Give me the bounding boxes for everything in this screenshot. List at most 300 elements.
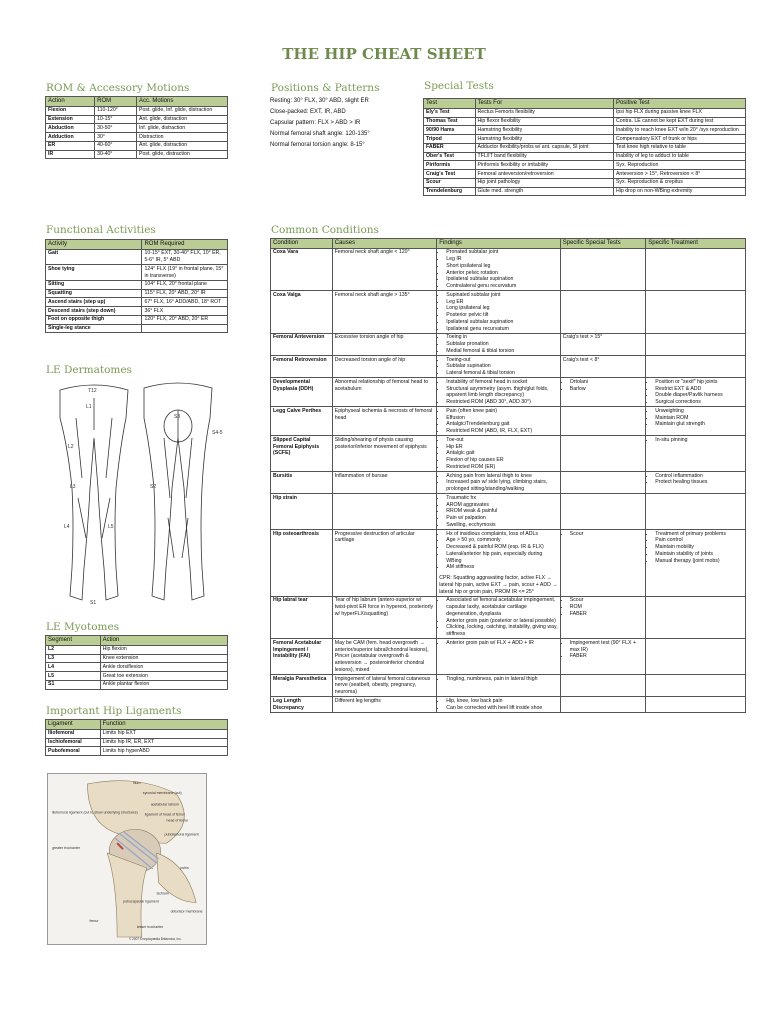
anatomy-label: ligament of head of femur (144, 812, 186, 817)
bullet-list (648, 473, 743, 487)
list-item: • Ortolani (570, 379, 644, 386)
condition-tests (560, 697, 646, 713)
table-cell: L4 (46, 663, 101, 672)
condition-name: Femoral Acetabular Impingement / Instability (FAI) (271, 639, 333, 675)
list-item: • Toeing-out (446, 357, 558, 364)
condition-note: CPR: Squatting aggravating factor, active FLX → lateral hip pain, active EXT → pain, scour + ADD → lateral hip or groin pain, PROM IR <= 25° (439, 575, 558, 595)
condition-causes (332, 494, 437, 530)
position-line: Normal femoral torsion angle: 8-15° (270, 142, 365, 148)
anatomy-label: acetabular labrum (150, 802, 180, 807)
list-item: • Restricted ROM (ER) (446, 464, 558, 471)
condition-treatment (646, 333, 746, 355)
dermatome-label: T12 (88, 388, 97, 394)
table-cell: 110-120° (95, 106, 137, 115)
table-cell: 120° FLX, 20° ABD, 20° ER (142, 315, 228, 324)
condition-row (271, 697, 746, 713)
table-cell: Ober's Test (424, 152, 476, 161)
column-header: Segment (46, 636, 101, 646)
table-row (46, 747, 228, 756)
table-row (46, 654, 228, 663)
bullet-list (439, 531, 558, 572)
conditions-table (270, 238, 746, 713)
table-cell: Adductor flexibility/probs w/ ant. capsule, SI joint (475, 143, 613, 152)
table-cell: Descend stairs (step down) (46, 307, 142, 316)
column-header: Ligament (46, 720, 101, 730)
condition-name: Hip strain (271, 494, 333, 530)
table-row (424, 117, 746, 126)
table-row (46, 738, 228, 747)
table-cell: 36° FLX (142, 307, 228, 316)
column-header: Activity (46, 240, 142, 250)
table-row (46, 249, 228, 265)
condition-treatment (646, 639, 746, 675)
table-row (424, 126, 746, 135)
bullet-list (648, 379, 743, 406)
table-row (424, 152, 746, 161)
condition-tests (560, 378, 646, 407)
table-cell: Ankle plantar flexion (100, 680, 227, 689)
condition-tests (560, 291, 646, 334)
table-cell: Ant. glide, distraction (136, 115, 227, 124)
column-header: ROM Required (142, 240, 228, 250)
list-item: • Pain control (655, 537, 743, 544)
positions-heading: Positions & Patterns (271, 82, 380, 94)
table-cell: 10-15° EXT, 30-40° FLX, 10° ER, 5-6° IR, 5° ABD (142, 249, 228, 265)
condition-treatment (646, 697, 746, 713)
table-row (46, 298, 228, 307)
condition-tests (560, 248, 646, 291)
condition-treatment (646, 596, 746, 639)
condition-row (271, 407, 746, 436)
list-item: • Hip ER (446, 444, 558, 451)
column-header: Tests For (475, 99, 613, 109)
list-item: • Restricted ROM (ABD, IR, FLX, EXT) (446, 428, 558, 435)
condition-treatment (646, 407, 746, 436)
list-item: • Double diaper/Pavlik harness (655, 392, 743, 399)
condition-row (271, 333, 746, 355)
dermatome-label: S2 (150, 484, 157, 490)
table-cell: 124° FLX (19° in frontal plane, 15° in transverse) (142, 265, 228, 281)
anatomy-label: ischium (156, 891, 169, 896)
table-cell: Femoral anteversion/retroversion (475, 170, 613, 179)
column-header: Acc. Motions (136, 97, 227, 107)
list-item: • RROM weak & painful (446, 508, 558, 515)
table-cell: ER (46, 141, 95, 150)
bullet-list (439, 379, 558, 406)
condition-treatment (646, 356, 746, 378)
bullet-list (439, 437, 558, 471)
bullet-list (439, 676, 558, 683)
list-item: • Tingling, numbness, pain in lateral thigh (446, 676, 558, 683)
table-cell: Shoe tying (46, 265, 142, 281)
list-item: • Scour (570, 531, 644, 538)
condition-findings (437, 333, 561, 355)
list-item: • Traumatic hx (446, 495, 558, 502)
table-cell: Tripod (424, 135, 476, 144)
condition-treatment (646, 248, 746, 291)
table-cell: Limits hip EXT (100, 729, 227, 738)
table-cell: IR (46, 150, 95, 159)
list-item: • Pain (often knee pain) (446, 408, 558, 415)
dermatome-figure (46, 378, 228, 610)
list-item: • Subtalar pronation (446, 341, 558, 348)
list-item: • Impingement test (90° FLX + max IR) (570, 640, 644, 654)
functional-heading: Functional Activities (46, 224, 156, 236)
condition-findings (437, 407, 561, 436)
condition-row (271, 248, 746, 291)
table-row (424, 143, 746, 152)
condition-treatment (646, 472, 746, 494)
table-cell: Distraction (136, 133, 227, 142)
list-item: • Control inflammation (655, 473, 743, 480)
table-cell: Inf. glide, distraction (136, 124, 227, 133)
table-cell: Glute med. strength (475, 187, 613, 196)
list-item: • Posterior pelvic tilt (446, 312, 558, 319)
condition-name: Hip osteoarthrosis (271, 530, 333, 597)
table-cell: Ant. glide, distraction (136, 141, 227, 150)
bullet-list (648, 408, 743, 428)
condition-name: Coxa Valga (271, 291, 333, 334)
condition-tests (560, 675, 646, 697)
tests-plain: Craig's test > 15° (562, 334, 603, 341)
table-cell: Ischiofemoral (46, 738, 101, 747)
dermatome-label: L3 (70, 484, 76, 490)
bullet-list (563, 640, 644, 660)
condition-treatment (646, 675, 746, 697)
anatomy-label: pubis (180, 865, 189, 870)
anatomy-label: pubofemoral ligament (164, 832, 199, 837)
table-cell: Hip flexor flexibility (475, 117, 613, 126)
condition-tests (560, 333, 646, 355)
condition-findings (437, 675, 561, 697)
table-cell: FABER (424, 143, 476, 152)
table-cell: Test knee high relative to table (613, 143, 745, 152)
position-line: Resting: 30° FLX, 30° ABD, slight ER (270, 98, 369, 104)
list-item: • FABER (570, 611, 644, 618)
anatomy-label: Ilium (132, 780, 141, 785)
table-cell: 115° FLX, 20° ABD, 20° IR (142, 289, 228, 298)
list-item: • Pain w/ palpation (446, 515, 558, 522)
condition-findings (437, 378, 561, 407)
list-item: • Medial femoral & tibial torsion (446, 348, 558, 355)
table-cell: S1 (46, 680, 101, 689)
table-row (46, 115, 228, 124)
table-cell: Pubofemoral (46, 747, 101, 756)
column-header: Findings (437, 239, 561, 249)
list-item: • Lateral/anterior hip pain, especially during WBing (446, 551, 558, 565)
table-cell: Ely's Test (424, 108, 476, 117)
table-cell: Extension (46, 115, 95, 124)
ligaments-heading: Important Hip Ligaments (46, 705, 182, 717)
column-header: Test (424, 99, 476, 109)
list-item: • Anterior groin pain (posterior or lateral possible) (446, 618, 558, 625)
condition-findings (437, 436, 561, 472)
list-item: • AM stiffness (446, 564, 558, 571)
condition-causes: Progressive destruction of articular cartilage (332, 530, 437, 597)
table-cell: Flexion (46, 106, 95, 115)
table-cell: L3 (46, 654, 101, 663)
table-cell: 10-15° (95, 115, 137, 124)
table-cell: Sitting (46, 280, 142, 289)
table-cell: Rectus Femoris flexibility (475, 108, 613, 117)
functional-table (45, 239, 228, 333)
positions-list (270, 96, 370, 151)
table-cell: 40-60° (95, 141, 137, 150)
bullet-list (648, 531, 743, 565)
condition-row (271, 675, 746, 697)
table-cell: Inability of leg to adduct to table (613, 152, 745, 161)
column-header: Function (100, 720, 227, 730)
table-cell: 90/90 Hams (424, 126, 476, 135)
table-row (424, 108, 746, 117)
list-item: • Lateral femoral & tibial torsion (446, 370, 558, 377)
list-item: • Maintain mobility (655, 544, 743, 551)
table-cell: L5 (46, 672, 101, 681)
list-item: • ROM (570, 604, 644, 611)
position-line: Capsular pattern: FLX > ABD > IR (270, 120, 361, 126)
list-item: • Protect healing tissues (655, 479, 743, 486)
table-row (46, 315, 228, 324)
condition-name: Legg Calve Perthes (271, 407, 333, 436)
list-item: • Scour (570, 597, 644, 604)
bullet-list (439, 495, 558, 529)
dermatome-label: L4 (64, 524, 70, 530)
table-cell: Hip drop on non-WBing extremity (613, 187, 745, 196)
column-header: ROM (95, 97, 137, 107)
table-cell: Ipsi hip FLX during passive knee FLX (613, 108, 745, 117)
table-cell: Scour (424, 178, 476, 187)
anatomy-label: lesser trochanter (136, 925, 164, 930)
list-item: • Hip, knee, low back pain (446, 698, 558, 705)
table-cell: 67° FLX, 16° ADD/ABD, 18° ROT (142, 298, 228, 307)
condition-findings (437, 356, 561, 378)
condition-findings (437, 248, 561, 291)
table-row (46, 729, 228, 738)
table-row (46, 265, 228, 281)
table-row (424, 178, 746, 187)
table-cell: Compensatory EXT of trunk or hips (613, 135, 745, 144)
list-item: • Antalgic/Trendelenburg gait (446, 421, 558, 428)
condition-tests (560, 639, 646, 675)
table-cell: 30-40° (95, 150, 137, 159)
anatomy-label: © 2007 Encyclopædia Britannica, Inc. (128, 936, 182, 941)
anatomy-label: head of femur (166, 818, 189, 823)
dermatomes-heading: LE Dermatomes (46, 364, 132, 376)
dermatome-label: L1 (86, 404, 92, 410)
list-item: • Instability of femoral head in socket (446, 379, 558, 386)
table-row (46, 106, 228, 115)
table-row (46, 307, 228, 316)
table-cell: Contra. LE cannot be kept EXT during test (613, 117, 745, 126)
anatomy-label: pubocapsular ligament (123, 899, 159, 904)
condition-findings (437, 596, 561, 639)
condition-causes: May be CAM (fem. head overgrowth → anterior/superior labral/chondral lesions), Pincer (acetabular overgrowth & anteversion → posteroinferior chondral lesions), mixed (332, 639, 437, 675)
condition-tests (560, 596, 646, 639)
condition-treatment (646, 530, 746, 597)
bullet-list (648, 437, 743, 444)
dermatome-label: L5 (108, 524, 114, 530)
condition-causes: Impingement of lateral femoral cutaneous nerve (seatbelt, obesity, pregnancy, neuroma) (332, 675, 437, 697)
special-tests-heading: Special Tests (424, 80, 494, 92)
list-item: • Long ipsilateral leg (446, 305, 558, 312)
rom-heading: ROM & Accessory Motions (46, 82, 190, 94)
column-header: Action (100, 636, 227, 646)
list-item: • Age > 50 yo, commonly (446, 537, 558, 544)
list-item: • Ipsilateral subtalar supination (446, 319, 558, 326)
list-item: • Supinated subtalar joint (446, 292, 558, 299)
list-item: • Decreased & painful ROM (esp. IR & FLX) (446, 544, 558, 551)
list-item: • Associated w/ femoral acetabular impingement, capsular laxity, acetabular cartilage degeneration, dysplasia (446, 597, 558, 617)
column-header: Causes (332, 239, 437, 249)
list-item: • FABER (570, 653, 644, 660)
tests-plain: Craig's test < 8° (562, 356, 600, 363)
list-item: • Restrict EXT & ADD (655, 386, 743, 393)
condition-treatment (646, 436, 746, 472)
table-row (46, 680, 228, 689)
condition-findings (437, 639, 561, 675)
condition-findings (437, 494, 561, 530)
condition-causes: Abnormal relationship of femoral head to acetabulum (332, 378, 437, 407)
condition-causes: Femoral neck shaft angle > 135° (332, 291, 437, 334)
table-cell: Limits hip hyperABD (100, 747, 227, 756)
condition-row (271, 639, 746, 675)
list-item: • Maintain glut strength (655, 421, 743, 428)
condition-findings (437, 530, 561, 597)
myotomes-heading: LE Myotomes (46, 621, 120, 633)
list-item: • Contralateral genu recurvatum (446, 283, 558, 290)
condition-causes: Decreased torsion angle of hip (332, 356, 437, 378)
condition-name: Femoral Anteversion (271, 333, 333, 355)
condition-row (271, 291, 746, 334)
dermatome-label: L2 (68, 444, 74, 450)
list-item: • Structural asymmetry (asym. thigh/glut folds, apparent limb length discrepancy) (446, 386, 558, 400)
table-row (424, 135, 746, 144)
condition-tests (560, 436, 646, 472)
bullet-list (439, 473, 558, 493)
list-item: • AROM aggravates (446, 502, 558, 509)
list-item: • Barlow (570, 386, 644, 393)
list-item: • Surgical corrections (655, 399, 743, 406)
list-item: • Manual therapy (joint mobs) (655, 558, 743, 565)
condition-causes: Femoral neck shaft angle < 120° (332, 248, 437, 291)
condition-row (271, 494, 746, 530)
condition-row (271, 356, 746, 378)
bullet-list (439, 334, 558, 354)
bullet-list (439, 292, 558, 333)
list-item: • Toeing in (446, 334, 558, 341)
table-row (46, 150, 228, 159)
column-header: Specific Special Tests (560, 239, 646, 249)
rom-table (45, 96, 228, 159)
bullet-list (439, 698, 558, 712)
table-cell: Adduction (46, 133, 95, 142)
condition-name: Meralgia Paresthetica (271, 675, 333, 697)
table-cell: Ascend stairs (step up) (46, 298, 142, 307)
list-item: • Flexion of hip causes ER (446, 457, 558, 464)
list-item: • Clicking, locking, catching, instability, giving way, stiffness (446, 624, 558, 638)
position-line: Close-packed: EXT, IR, ABD (270, 109, 346, 115)
list-item: • Anterior pelvic rotation (446, 270, 558, 277)
table-row (46, 280, 228, 289)
table-cell: Foot on opposite thigh (46, 315, 142, 324)
condition-name: Hip labral tear (271, 596, 333, 639)
table-row (424, 187, 746, 196)
table-cell: Hip flexion (100, 645, 227, 654)
anatomy-label: greater trochanter (51, 846, 81, 851)
condition-name: Femoral Retroversion (271, 356, 333, 378)
condition-name: Developmental Dysplasia (DDH) (271, 378, 333, 407)
table-cell: 30-50° (95, 124, 137, 133)
list-item: • Increased pain w/ side lying, climbing stairs, prolonged sitting/standing/walking (446, 479, 558, 493)
dermatome-label: S3 (174, 414, 181, 420)
bullet-list (439, 249, 558, 290)
condition-findings (437, 697, 561, 713)
table-cell: Ankle dorsiflexion (100, 663, 227, 672)
table-cell: Inability to reach knee EXT w/in 20° /syx reproduction (613, 126, 745, 135)
list-item: • Swelling, ecchymosis (446, 522, 558, 529)
list-item: • Subtalar supination (446, 363, 558, 370)
list-item: • Restricted ROM (ABD 30°, ADD 30°) (446, 399, 558, 406)
table-row (46, 124, 228, 133)
table-cell: Syx. Reproduction & crepitus (613, 178, 745, 187)
table-cell (142, 324, 228, 333)
condition-tests (560, 530, 646, 597)
list-item: • Pronated subtalar joint (446, 249, 558, 256)
condition-treatment (646, 378, 746, 407)
list-item: • Treatment of primary problems (655, 531, 743, 538)
table-cell: 104° FLX, 20° frontal plane (142, 280, 228, 289)
table-row (46, 663, 228, 672)
table-cell: Limits hip IR, ER, EXT (100, 738, 227, 747)
condition-causes: Sliding/shearing of physis causing posterior/inferior movement of epiphysis (332, 436, 437, 472)
table-cell: 30° (95, 133, 137, 142)
list-item: • Antalgic gait (446, 450, 558, 457)
condition-name: Leg Length Discrepancy (271, 697, 333, 713)
anatomy-label: synovial membrane (cut) (142, 790, 182, 795)
condition-row (271, 436, 746, 472)
table-row (46, 141, 228, 150)
table-cell: L2 (46, 645, 101, 654)
bullet-list (439, 597, 558, 638)
column-header: Specific Treatment (646, 239, 746, 249)
table-cell: Hip joint pathology (475, 178, 613, 187)
table-cell: Iliofemoral (46, 729, 101, 738)
condition-row (271, 378, 746, 407)
condition-row (271, 596, 746, 639)
condition-tests (560, 494, 646, 530)
table-cell: Hamstring flexibility (475, 135, 613, 144)
condition-causes: Excessive torsion angle of hip (332, 333, 437, 355)
list-item: • Leg ER (446, 299, 558, 306)
hip-ligament-illustration (47, 773, 207, 945)
condition-name: Coxa Vara (271, 248, 333, 291)
dermatome-labels (64, 388, 223, 606)
table-cell: Gait (46, 249, 142, 265)
condition-causes: Inflammation of bursae (332, 472, 437, 494)
list-item: • In-situ pinning (655, 437, 743, 444)
page-title: THE HIP CHEAT SHEET (282, 45, 486, 63)
condition-causes: Tear of hip labrum (antero-superior w/ twist-pivot ER force in hyperext, posteriorly w/ hyperFLX/squatting) (332, 596, 437, 639)
table-row (46, 672, 228, 681)
list-item: • Leg IR (446, 256, 558, 263)
condition-name: Slipped Capital Femoral Epiphysis (SCFE) (271, 436, 333, 472)
list-item: • Short ipsilateral leg (446, 263, 558, 270)
table-cell: Craig's Test (424, 170, 476, 179)
column-header: Condition (271, 239, 333, 249)
list-item: • Aching pain from lateral thigh to knee (446, 473, 558, 480)
condition-causes: Different leg lengths (332, 697, 437, 713)
anatomy-label: iliofemoral ligament (cut to show underlying structures) (51, 810, 138, 815)
